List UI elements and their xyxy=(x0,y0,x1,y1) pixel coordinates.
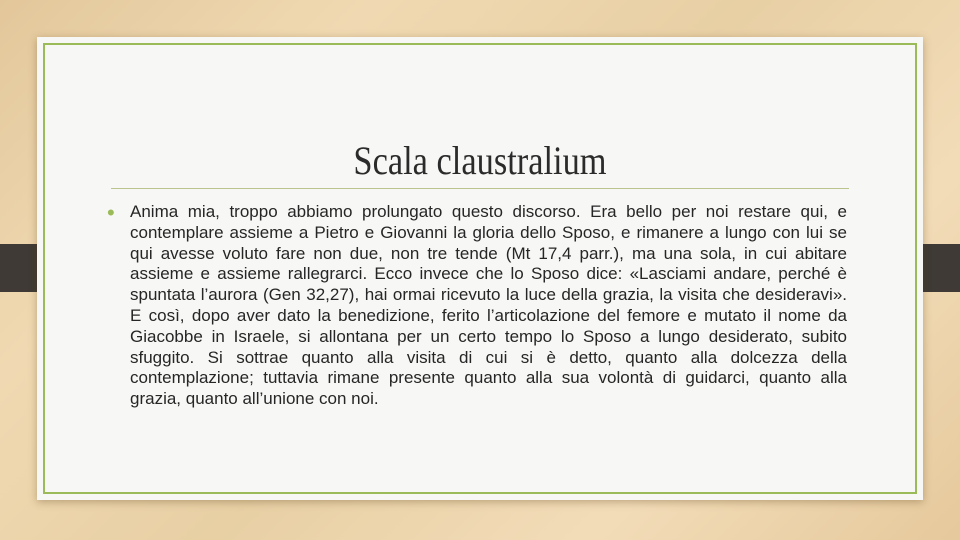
bullet-icon: • xyxy=(107,200,115,225)
bullet-text: Anima mia, troppo abbiamo prolungato questo discorso. Era bello per noi restare qui, e contemplare assieme a Pietro e Giovanni la gloria dello Sposo, e rimanere a lungo con lui se qui avesse voluto fare non due, non tre tende (Mt 17,4 parr.), ma una sola, in cui abitare assieme e assieme rallegrarci. Ecco invece che lo Sposo dice: «Lasciami andare, perché è spuntata l’aurora (Gen 32,27), hai ormai ricevuto la luce della grazia, la visita che desideravi». E così, dopo aver dato la benedizione, ferito l’articolazione del femore e mutato il nome da Giacobbe in Israele, si allontana per un certo tempo lo Sposo a lungo desiderato, subito sfuggito. Si sottrae quanto alla visita di cui si è detto, quanto alla dolcezza della contemplazione; tuttavia rimane presente quanto alla sua volontà di guidarci, quanto alla grazia, quanto all’unione con noi. xyxy=(130,202,847,409)
slide-card xyxy=(37,37,923,500)
slide-title: Scala claustralium xyxy=(353,138,607,183)
title-divider xyxy=(111,188,849,189)
bullet-item xyxy=(107,202,847,410)
